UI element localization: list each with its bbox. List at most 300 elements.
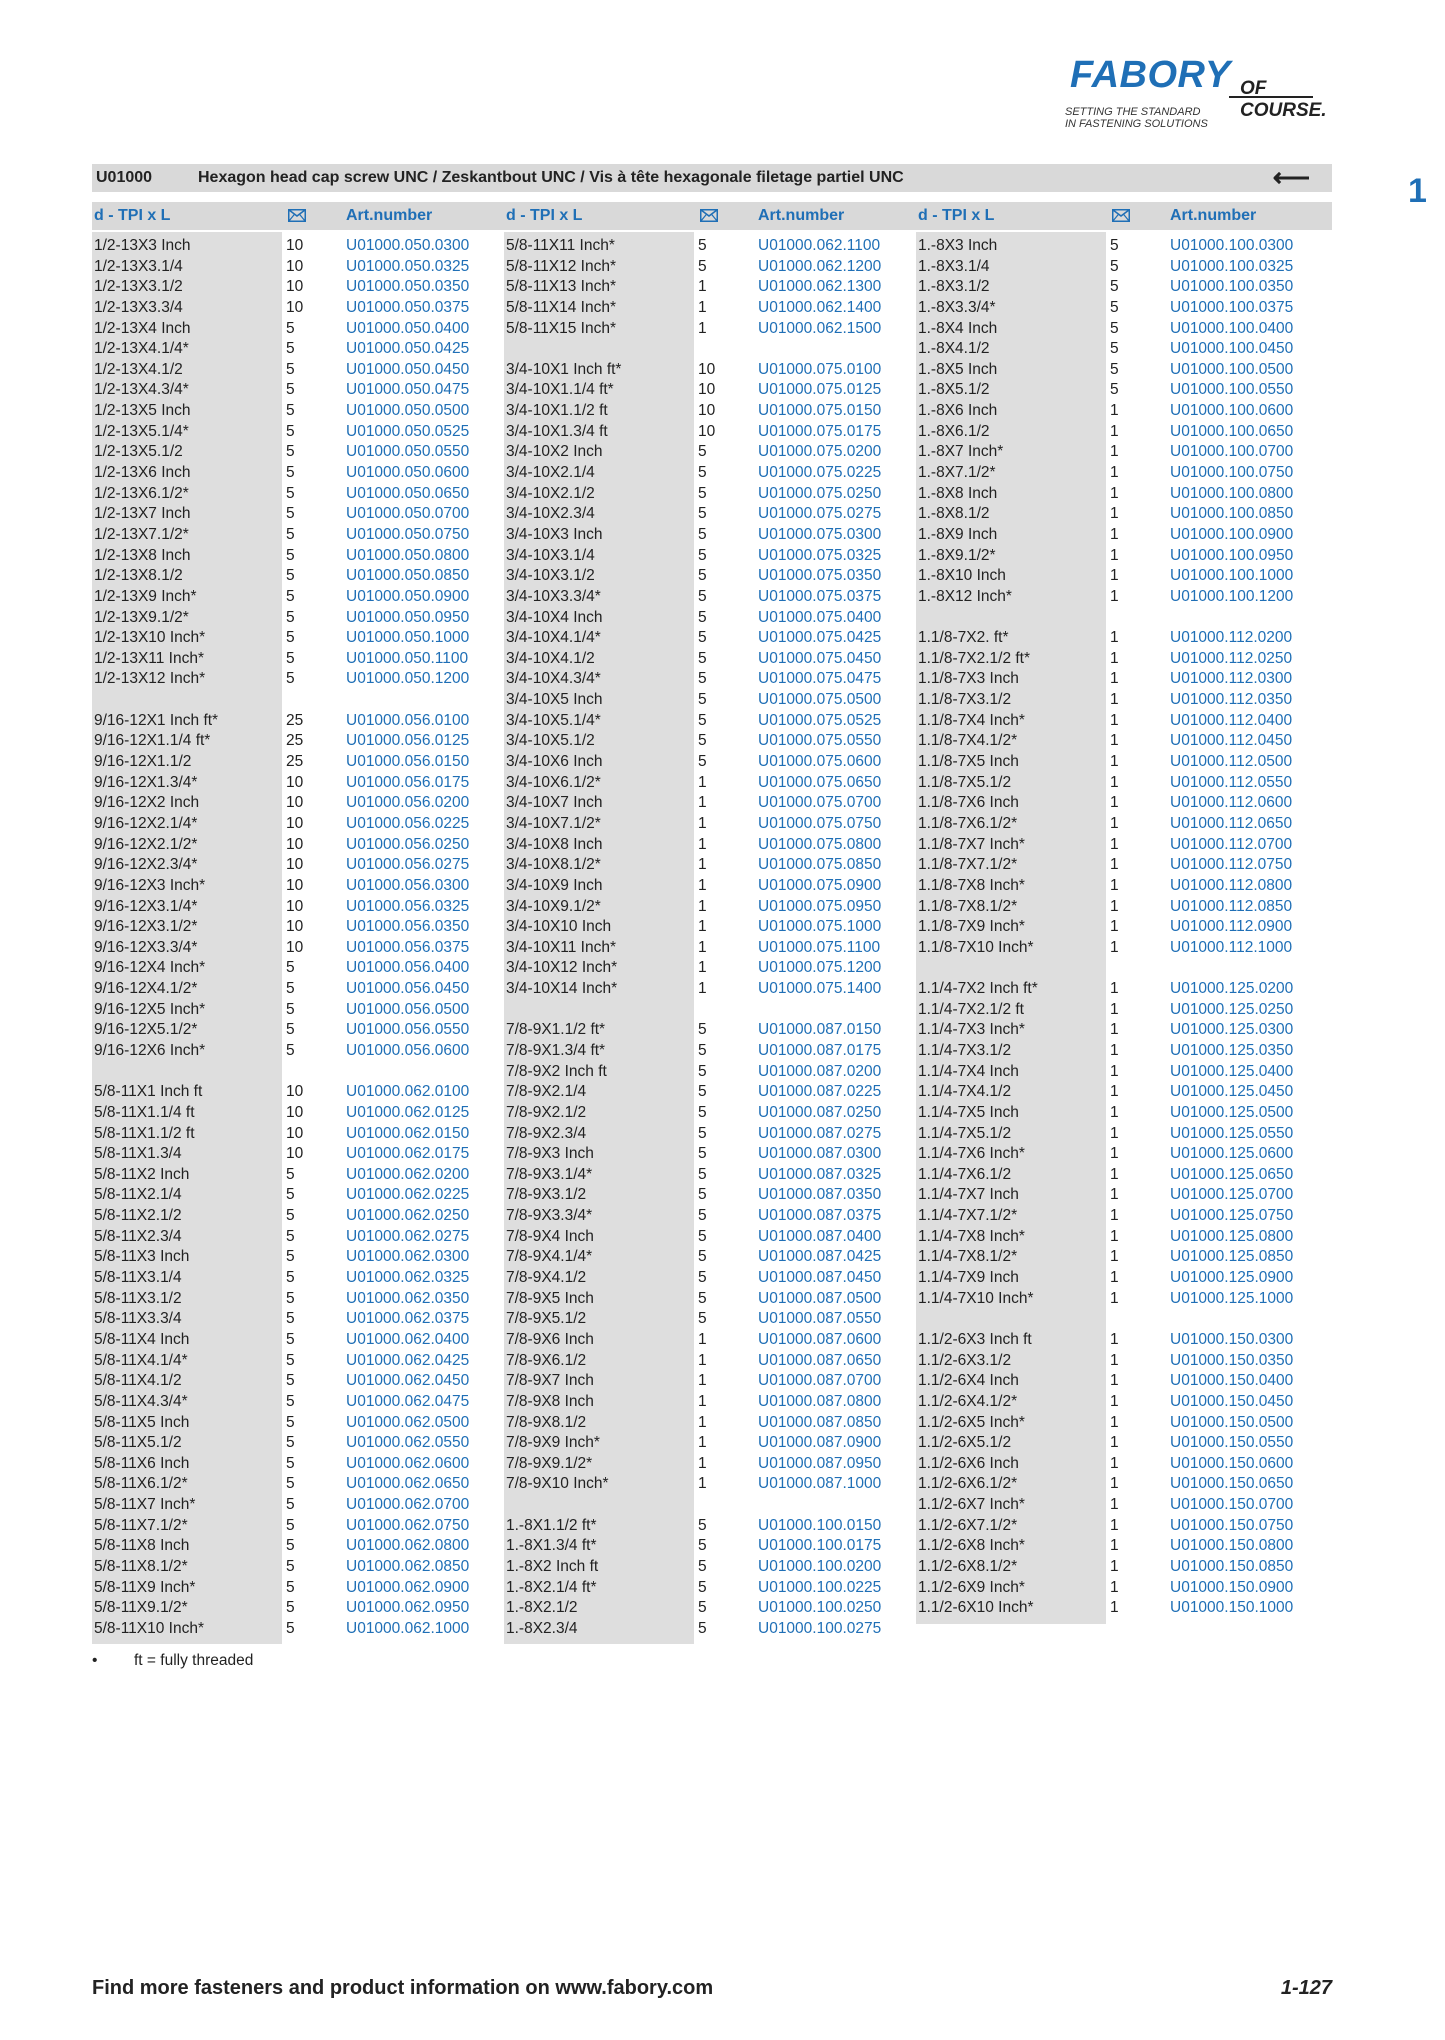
article-number-link[interactable]: U01000.075.1400 — [758, 980, 882, 998]
article-number-link[interactable]: U01000.112.0750 — [1170, 856, 1293, 874]
article-number-link[interactable]: U01000.100.0700 — [1170, 443, 1294, 461]
article-number-link[interactable]: U01000.150.0550 — [1170, 1434, 1294, 1452]
table-row — [92, 1041, 1332, 1062]
table-row — [92, 979, 1332, 1000]
table-row — [92, 649, 1332, 670]
size-cell: 5/8-11X6.1/2* — [94, 1475, 188, 1493]
pack-quantity-cell: 5 — [1110, 360, 1119, 378]
article-number-link[interactable]: U01000.075.0200 — [758, 443, 882, 461]
article-number-link[interactable]: U01000.087.0375 — [758, 1207, 882, 1225]
size-cell: 5/8-11X7.1/2* — [94, 1516, 188, 1534]
article-number-link[interactable]: U01000.150.0450 — [1170, 1392, 1294, 1410]
article-number-link[interactable]: U01000.062.0300 — [346, 1248, 470, 1266]
article-number-link[interactable]: U01000.056.0125 — [346, 732, 470, 750]
table-row — [92, 711, 1332, 732]
article-number-link[interactable]: U01000.056.0325 — [346, 897, 470, 915]
article-number-link[interactable]: U01000.087.0950 — [758, 1454, 882, 1472]
pack-quantity-cell: 1 — [1110, 1269, 1119, 1287]
brand-slogan: OF COURSE. — [1240, 78, 1327, 121]
pack-quantity-cell: 1 — [698, 1434, 707, 1452]
article-number-link[interactable]: U01000.100.0900 — [1170, 525, 1294, 543]
column-header-size: d - TPI x L — [94, 207, 171, 224]
article-number-link[interactable]: U01000.125.0550 — [1170, 1124, 1294, 1142]
pack-quantity-cell: 1 — [698, 918, 707, 936]
table-row — [92, 546, 1332, 567]
article-number-link[interactable]: U01000.062.0200 — [346, 1165, 470, 1183]
article-number-link[interactable]: U01000.125.0750 — [1170, 1207, 1294, 1225]
pack-quantity-cell: 5 — [286, 1310, 295, 1328]
article-number-link[interactable]: U01000.050.0650 — [346, 484, 470, 502]
size-cell: 5/8-11X6 Inch — [94, 1454, 190, 1472]
article-number-link[interactable]: U01000.112.0850 — [1170, 897, 1293, 915]
article-number-link[interactable]: U01000.056.0150 — [346, 753, 470, 771]
article-number-link[interactable]: U01000.100.0650 — [1170, 422, 1294, 440]
article-number-link[interactable]: U01000.062.0450 — [346, 1372, 470, 1390]
article-number-link[interactable]: U01000.100.0500 — [1170, 360, 1294, 378]
article-number-link[interactable]: U01000.062.0150 — [346, 1124, 470, 1142]
pack-quantity-cell: 5 — [698, 691, 707, 709]
size-cell: 1.-8X2.1/2 — [506, 1599, 578, 1617]
article-number-link[interactable]: U01000.056.0450 — [346, 980, 470, 998]
article-number-link[interactable]: U01000.087.0550 — [758, 1310, 882, 1328]
article-number-link[interactable]: U01000.087.0900 — [758, 1434, 882, 1452]
article-number-link[interactable]: U01000.062.0375 — [346, 1310, 470, 1328]
article-number-link[interactable]: U01000.075.0425 — [758, 629, 882, 647]
article-number-link[interactable]: U01000.087.0700 — [758, 1372, 882, 1390]
size-cell: 1.-8X3.1/2 — [918, 278, 990, 296]
footnote-text: ft = fully threaded — [134, 1652, 254, 1669]
pack-quantity-cell: 5 — [698, 464, 707, 482]
table-row — [92, 1495, 1332, 1516]
size-cell: 1.1/4-7X3.1/2 — [918, 1041, 1012, 1059]
article-number-link[interactable]: U01000.150.0800 — [1170, 1537, 1294, 1555]
article-number-link[interactable]: U01000.112.0600 — [1170, 794, 1293, 812]
article-number-link[interactable]: U01000.087.0200 — [758, 1062, 882, 1080]
article-number-link[interactable]: U01000.100.0750 — [1170, 464, 1294, 482]
size-cell: 1.1/2-6X10 Inch* — [918, 1599, 1034, 1617]
article-number-link[interactable]: U01000.050.0350 — [346, 278, 470, 296]
pack-quantity-cell: 1 — [1110, 1165, 1119, 1183]
article-number-link[interactable]: U01000.050.0750 — [346, 525, 470, 543]
article-number-link[interactable]: U01000.100.0225 — [758, 1578, 882, 1596]
size-cell: 1.1/4-7X4.1/2 — [918, 1083, 1012, 1101]
article-number-link[interactable]: U01000.062.1100 — [758, 237, 881, 254]
article-number-link[interactable]: U01000.062.0700 — [346, 1496, 470, 1514]
size-cell: 1.-8X6.1/2 — [918, 422, 990, 440]
size-cell: 1.1/8-7X4 Inch* — [918, 711, 1025, 729]
article-number-link[interactable]: U01000.100.0250 — [758, 1599, 882, 1617]
article-number-link[interactable]: U01000.125.0700 — [1170, 1186, 1294, 1204]
size-cell: 3/4-10X2 Inch — [506, 443, 603, 461]
article-number-link[interactable]: U01000.062.0850 — [346, 1558, 470, 1575]
article-number-link[interactable]: U01000.062.0250 — [346, 1207, 470, 1225]
article-number-link[interactable]: U01000.075.0800 — [758, 835, 882, 853]
article-number-link[interactable]: U01000.075.0600 — [758, 753, 882, 771]
article-number-link[interactable]: U01000.075.0375 — [758, 587, 882, 605]
article-number-link[interactable]: U01000.150.0900 — [1170, 1578, 1294, 1596]
article-number-link[interactable]: U01000.150.1000 — [1170, 1599, 1294, 1617]
article-number-link[interactable]: U01000.100.0400 — [1170, 319, 1294, 337]
article-number-link[interactable]: U01000.100.0600 — [1170, 402, 1294, 420]
article-number-link[interactable]: U01000.150.0650 — [1170, 1475, 1294, 1493]
article-number-link[interactable]: U01000.087.0800 — [758, 1392, 882, 1410]
article-number-link[interactable]: U01000.075.0750 — [758, 814, 882, 832]
pack-quantity-cell: 1 — [1110, 1475, 1119, 1493]
article-number-link[interactable]: U01000.075.1200 — [758, 959, 882, 977]
article-number-link[interactable]: U01000.062.1400 — [758, 298, 882, 316]
table-row — [92, 1268, 1332, 1289]
article-number-link[interactable]: U01000.112.1000 — [1170, 938, 1293, 956]
article-number-link[interactable]: U01000.112.0700 — [1170, 835, 1293, 853]
article-number-link[interactable]: U01000.062.0550 — [346, 1434, 470, 1452]
article-number-link[interactable]: U01000.062.0950 — [346, 1599, 470, 1617]
article-number-link[interactable]: U01000.150.0400 — [1170, 1372, 1294, 1390]
article-number-link[interactable]: U01000.125.0500 — [1170, 1103, 1294, 1121]
article-number-link[interactable]: U01000.075.1100 — [758, 938, 881, 956]
table-row — [92, 1124, 1332, 1145]
size-cell: 1.1/4-7X4 Inch — [918, 1062, 1019, 1080]
article-number-link[interactable]: U01000.075.0525 — [758, 711, 882, 729]
size-cell: 1.1/4-7X10 Inch* — [918, 1289, 1034, 1307]
article-number-link[interactable]: U01000.056.0200 — [346, 794, 470, 812]
article-number-link[interactable]: U01000.050.0950 — [346, 608, 470, 626]
pack-quantity-cell: 1 — [1110, 1041, 1119, 1059]
article-number-link[interactable]: U01000.050.0850 — [346, 567, 470, 585]
article-number-link[interactable]: U01000.056.0400 — [346, 959, 470, 977]
article-number-link[interactable]: U01000.056.0600 — [346, 1041, 470, 1059]
table-row — [92, 1082, 1332, 1103]
article-number-link[interactable]: U01000.075.0275 — [758, 505, 882, 523]
article-number-link[interactable]: U01000.062.1200 — [758, 257, 882, 275]
pack-quantity-cell: 1 — [1110, 1558, 1119, 1575]
article-number-link[interactable]: U01000.050.0600 — [346, 464, 470, 482]
article-number-link[interactable]: U01000.050.0375 — [346, 298, 470, 316]
article-number-link[interactable]: U01000.125.1000 — [1170, 1289, 1294, 1307]
article-number-link[interactable]: U01000.050.0700 — [346, 505, 470, 523]
size-cell: 3/4-10X5.1/4* — [506, 711, 601, 729]
pack-quantity-cell: 5 — [286, 1165, 295, 1183]
article-number-link[interactable]: U01000.075.0175 — [758, 422, 882, 440]
size-cell: 1.1/4-7X2 Inch ft* — [918, 980, 1038, 998]
article-number-link[interactable]: U01000.075.0950 — [758, 897, 882, 915]
product-code: U01000 — [96, 169, 153, 186]
size-cell: 1.1/2-6X3.1/2 — [918, 1351, 1012, 1369]
article-number-link[interactable]: U01000.062.0600 — [346, 1454, 470, 1472]
size-cell: 1.-8X2.3/4 — [506, 1619, 578, 1637]
article-number-link[interactable]: U01000.050.0525 — [346, 422, 470, 440]
size-cell: 7/8-9X2.3/4 — [506, 1124, 587, 1142]
pack-quantity-cell: 1 — [1110, 670, 1119, 688]
article-number-link[interactable]: U01000.062.0325 — [346, 1269, 470, 1287]
article-number-link[interactable]: U01000.062.0175 — [346, 1145, 470, 1163]
article-number-link[interactable]: U01000.050.0300 — [346, 237, 470, 254]
article-number-link[interactable]: U01000.062.0425 — [346, 1351, 470, 1369]
pack-quantity-cell: 1 — [698, 1351, 707, 1369]
pack-quantity-cell: 5 — [698, 587, 707, 605]
article-number-link[interactable]: U01000.075.0900 — [758, 876, 882, 894]
pack-quantity-cell: 1 — [1110, 505, 1119, 523]
size-cell: 1.1/8-7X7.1/2* — [918, 856, 1018, 874]
pack-quantity-cell: 5 — [698, 1207, 707, 1225]
article-number-link[interactable]: U01000.087.0450 — [758, 1269, 882, 1287]
article-number-link[interactable]: U01000.062.0800 — [346, 1537, 470, 1555]
pack-quantity-cell: 5 — [698, 1124, 707, 1142]
article-number-link[interactable]: U01000.062.0100 — [346, 1083, 470, 1101]
article-number-link[interactable]: U01000.125.0650 — [1170, 1165, 1294, 1183]
article-number-link[interactable]: U01000.050.1200 — [346, 670, 470, 688]
article-number-link[interactable]: U01000.150.0300 — [1170, 1330, 1294, 1348]
article-number-link[interactable]: U01000.087.0850 — [758, 1413, 882, 1431]
pack-quantity-cell: 5 — [698, 1041, 707, 1059]
packaging-envelope-icon — [700, 209, 718, 222]
article-number-link[interactable]: U01000.075.0350 — [758, 567, 882, 585]
article-number-link[interactable]: U01000.150.0500 — [1170, 1413, 1294, 1431]
size-cell: 5/8-11X1.3/4 — [94, 1145, 182, 1163]
article-number-link[interactable]: U01000.125.0900 — [1170, 1269, 1294, 1287]
article-number-link[interactable]: U01000.112.0250 — [1170, 649, 1293, 667]
article-number-link[interactable]: U01000.112.0800 — [1170, 876, 1293, 894]
article-number-link[interactable]: U01000.100.0300 — [1170, 237, 1294, 254]
table-row — [92, 1289, 1332, 1310]
article-number-link[interactable]: U01000.075.1000 — [758, 918, 882, 936]
article-number-link[interactable]: U01000.050.1000 — [346, 629, 470, 647]
packaging-envelope-icon — [1112, 209, 1130, 222]
size-cell: 1.1/8-7X3.1/2 — [918, 691, 1012, 709]
article-number-link[interactable]: U01000.125.0400 — [1170, 1062, 1294, 1080]
article-number-link[interactable]: U01000.100.0950 — [1170, 546, 1294, 564]
pack-quantity-cell: 10 — [286, 298, 304, 316]
pack-quantity-cell: 1 — [1110, 546, 1119, 564]
article-number-link[interactable]: U01000.087.0650 — [758, 1351, 882, 1369]
article-number-link[interactable]: U01000.075.0400 — [758, 608, 882, 626]
article-number-link[interactable]: U01000.075.0450 — [758, 649, 882, 667]
pack-quantity-cell: 5 — [286, 608, 295, 626]
article-number-link[interactable]: U01000.050.0800 — [346, 546, 470, 564]
article-number-link[interactable]: U01000.100.0325 — [1170, 257, 1294, 275]
article-number-link[interactable]: U01000.075.0100 — [758, 360, 882, 378]
article-number-link[interactable]: U01000.075.0650 — [758, 773, 882, 791]
article-number-link[interactable]: U01000.150.0850 — [1170, 1558, 1294, 1575]
pack-quantity-cell: 5 — [698, 1186, 707, 1204]
pack-quantity-cell: 5 — [286, 1537, 295, 1555]
size-cell: 1/2-13X5 Inch — [94, 402, 191, 420]
article-number-link[interactable]: U01000.075.0475 — [758, 670, 882, 688]
article-number-link[interactable]: U01000.125.0350 — [1170, 1041, 1294, 1059]
article-number-link[interactable]: U01000.050.0900 — [346, 587, 470, 605]
article-number-link[interactable]: U01000.075.0125 — [758, 381, 882, 399]
size-cell: 1.1/4-7X2.1/2 ft — [918, 1000, 1024, 1018]
article-number-link[interactable]: U01000.125.0200 — [1170, 980, 1294, 998]
table-row — [92, 773, 1332, 794]
size-cell: 3/4-10X8.1/2* — [506, 856, 601, 874]
article-number-link[interactable]: U01000.056.0175 — [346, 773, 470, 791]
pack-quantity-cell: 10 — [698, 381, 716, 399]
article-number-link[interactable]: U01000.150.0350 — [1170, 1351, 1294, 1369]
size-cell: 1/2-13X7.1/2* — [94, 525, 189, 543]
article-number-link[interactable]: U01000.056.0500 — [346, 1000, 470, 1018]
pack-quantity-cell: 5 — [698, 1619, 707, 1637]
article-number-link[interactable]: U01000.150.0750 — [1170, 1516, 1294, 1534]
size-cell: 1.1/2-6X8 Inch* — [918, 1537, 1025, 1555]
pack-quantity-cell: 5 — [698, 525, 707, 543]
article-number-link[interactable]: U01000.050.0325 — [346, 257, 470, 275]
table-row — [92, 814, 1332, 835]
article-number-link[interactable]: U01000.100.1200 — [1170, 587, 1294, 605]
article-number-link[interactable]: U01000.100.0450 — [1170, 340, 1294, 358]
article-number-link[interactable]: U01000.075.0550 — [758, 732, 882, 750]
article-number-link[interactable]: U01000.087.0350 — [758, 1186, 882, 1204]
article-number-link[interactable]: U01000.075.0500 — [758, 691, 882, 709]
article-number-link[interactable]: U01000.056.0100 — [346, 711, 470, 729]
article-number-link[interactable]: U01000.062.0400 — [346, 1330, 470, 1348]
article-number-link[interactable]: U01000.062.0225 — [346, 1186, 470, 1204]
size-cell: 1.1/8-7X4.1/2* — [918, 732, 1018, 750]
article-number-link[interactable]: U01000.112.0400 — [1170, 711, 1293, 729]
pack-quantity-cell: 5 — [286, 1207, 295, 1225]
article-number-link[interactable]: U01000.125.0600 — [1170, 1145, 1294, 1163]
article-number-link[interactable]: U01000.100.0375 — [1170, 298, 1294, 316]
size-cell: 3/4-10X7 Inch — [506, 794, 603, 812]
article-number-link[interactable]: U01000.087.0425 — [758, 1248, 882, 1266]
article-number-link[interactable]: U01000.056.0300 — [346, 876, 470, 894]
article-number-link[interactable]: U01000.087.0600 — [758, 1330, 882, 1348]
article-number-link[interactable]: U01000.075.0250 — [758, 484, 882, 502]
article-number-link[interactable]: U01000.112.0200 — [1170, 629, 1293, 647]
article-number-link[interactable]: U01000.062.0750 — [346, 1516, 470, 1534]
article-number-link[interactable]: U01000.100.1000 — [1170, 567, 1294, 585]
article-number-link[interactable]: U01000.100.0550 — [1170, 381, 1294, 399]
article-number-link[interactable]: U01000.087.0175 — [758, 1041, 882, 1059]
article-number-link[interactable]: U01000.150.0600 — [1170, 1454, 1294, 1472]
table-row — [92, 897, 1332, 918]
table-row — [92, 1165, 1332, 1186]
size-cell: 1.-8X8.1/2 — [918, 505, 990, 523]
article-number-link[interactable]: U01000.050.0550 — [346, 443, 470, 461]
article-number-link[interactable]: U01000.075.0325 — [758, 546, 882, 564]
article-number-link[interactable]: U01000.100.0200 — [758, 1558, 882, 1575]
size-cell: 5/8-11X4.1/2 — [94, 1372, 182, 1390]
table-row — [92, 1371, 1332, 1392]
article-number-link[interactable]: U01000.062.0350 — [346, 1289, 470, 1307]
article-number-link[interactable]: U01000.062.1300 — [758, 278, 882, 296]
article-number-link[interactable]: U01000.125.0450 — [1170, 1083, 1294, 1101]
pack-quantity-cell: 10 — [286, 237, 304, 254]
table-row — [92, 835, 1332, 856]
article-number-link[interactable]: U01000.150.0700 — [1170, 1496, 1294, 1514]
article-number-link[interactable]: U01000.100.0150 — [758, 1516, 882, 1534]
article-number-link[interactable]: U01000.075.0300 — [758, 525, 882, 543]
article-number-link[interactable]: U01000.050.0400 — [346, 319, 470, 337]
size-cell: 1.1/8-7X9 Inch* — [918, 918, 1025, 936]
pack-quantity-cell: 5 — [286, 1434, 295, 1452]
article-number-link[interactable]: U01000.087.0225 — [758, 1083, 882, 1101]
article-number-link[interactable]: U01000.112.0550 — [1170, 773, 1293, 791]
article-number-link[interactable]: U01000.087.0275 — [758, 1124, 882, 1142]
article-number-link[interactable]: U01000.062.0125 — [346, 1103, 470, 1121]
article-number-link[interactable]: U01000.062.0650 — [346, 1475, 470, 1493]
article-number-link[interactable]: U01000.125.0800 — [1170, 1227, 1294, 1245]
article-number-link[interactable]: U01000.087.0325 — [758, 1165, 882, 1183]
article-number-link[interactable]: U01000.062.0475 — [346, 1392, 470, 1410]
pack-quantity-cell: 25 — [286, 711, 304, 729]
article-number-link[interactable]: U01000.050.0450 — [346, 360, 470, 378]
article-number-link[interactable]: U01000.062.0900 — [346, 1578, 470, 1596]
article-number-link[interactable]: U01000.100.0800 — [1170, 484, 1294, 502]
article-number-link[interactable]: U01000.087.0500 — [758, 1289, 882, 1307]
article-number-link[interactable]: U01000.112.0500 — [1170, 753, 1293, 771]
article-number-link[interactable]: U01000.056.0250 — [346, 835, 470, 853]
table-row — [92, 1062, 1332, 1083]
pack-quantity-cell: 1 — [1110, 856, 1119, 874]
article-number-link[interactable]: U01000.100.0350 — [1170, 278, 1294, 296]
size-cell: 5/8-11X10 Inch* — [94, 1619, 205, 1637]
article-number-link[interactable]: U01000.056.0225 — [346, 814, 470, 832]
article-number-link[interactable]: U01000.062.1500 — [758, 319, 882, 337]
article-number-link[interactable]: U01000.050.0475 — [346, 381, 470, 399]
article-number-link[interactable]: U01000.112.0300 — [1170, 670, 1293, 688]
pack-quantity-cell: 5 — [698, 1145, 707, 1163]
size-cell: 9/16-12X2 Inch — [94, 794, 200, 812]
article-number-link[interactable]: U01000.075.0850 — [758, 856, 882, 874]
article-number-link[interactable]: U01000.056.0550 — [346, 1021, 470, 1039]
article-number-link[interactable]: U01000.087.0400 — [758, 1227, 882, 1245]
pack-quantity-cell: 10 — [286, 773, 304, 791]
article-number-link[interactable]: U01000.100.0175 — [758, 1537, 882, 1555]
article-number-link[interactable]: U01000.087.0300 — [758, 1145, 882, 1163]
size-cell: 3/4-10X6.1/2* — [506, 773, 601, 791]
table-row — [92, 1454, 1332, 1475]
pack-quantity-cell: 25 — [286, 753, 304, 771]
article-number-link[interactable]: U01000.087.0150 — [758, 1021, 882, 1039]
article-number-link[interactable]: U01000.112.0900 — [1170, 918, 1293, 936]
pack-quantity-cell: 5 — [698, 608, 707, 626]
article-number-link[interactable]: U01000.087.0250 — [758, 1103, 882, 1121]
pack-quantity-cell: 1 — [1110, 876, 1119, 894]
article-number-link[interactable]: U01000.062.1000 — [346, 1619, 470, 1637]
article-number-link[interactable]: U01000.112.0450 — [1170, 732, 1293, 750]
article-number-link[interactable]: U01000.062.0275 — [346, 1227, 470, 1245]
article-number-link[interactable]: U01000.112.0350 — [1170, 691, 1293, 709]
table-row — [92, 876, 1332, 897]
article-number-link[interactable]: U01000.050.0425 — [346, 340, 470, 358]
article-number-link[interactable]: U01000.100.0275 — [758, 1619, 882, 1637]
article-number-link[interactable]: U01000.112.0650 — [1170, 814, 1293, 832]
size-cell: 1.1/2-6X6 Inch — [918, 1454, 1019, 1472]
article-number-link[interactable]: U01000.062.0500 — [346, 1413, 470, 1431]
size-cell: 1.-8X3 Inch — [918, 237, 998, 254]
article-number-link[interactable]: U01000.050.1100 — [346, 649, 469, 667]
pack-quantity-cell: 10 — [698, 402, 716, 420]
article-number-link[interactable]: U01000.087.1000 — [758, 1475, 882, 1493]
size-cell: 9/16-12X2.3/4* — [94, 856, 198, 874]
article-number-link[interactable]: U01000.056.0375 — [346, 938, 470, 956]
article-number-link[interactable]: U01000.125.0300 — [1170, 1021, 1294, 1039]
article-number-link[interactable]: U01000.056.0275 — [346, 856, 470, 874]
article-number-link[interactable]: U01000.100.0850 — [1170, 505, 1294, 523]
article-number-link[interactable]: U01000.125.0250 — [1170, 1000, 1294, 1018]
article-number-link[interactable]: U01000.050.0500 — [346, 402, 470, 420]
article-number-link[interactable]: U01000.125.0850 — [1170, 1248, 1294, 1266]
pack-quantity-cell: 1 — [1110, 1434, 1119, 1452]
size-cell: 7/8-9X9 Inch* — [506, 1434, 600, 1452]
article-number-link[interactable]: U01000.056.0350 — [346, 918, 470, 936]
article-number-link[interactable]: U01000.075.0150 — [758, 402, 882, 420]
article-number-link[interactable]: U01000.075.0225 — [758, 464, 882, 482]
pack-quantity-cell: 1 — [698, 814, 707, 832]
size-cell: 3/4-10X3.3/4* — [506, 587, 601, 605]
article-number-link[interactable]: U01000.075.0700 — [758, 794, 882, 812]
back-arrow-icon[interactable]: ⟵ — [1272, 162, 1310, 192]
